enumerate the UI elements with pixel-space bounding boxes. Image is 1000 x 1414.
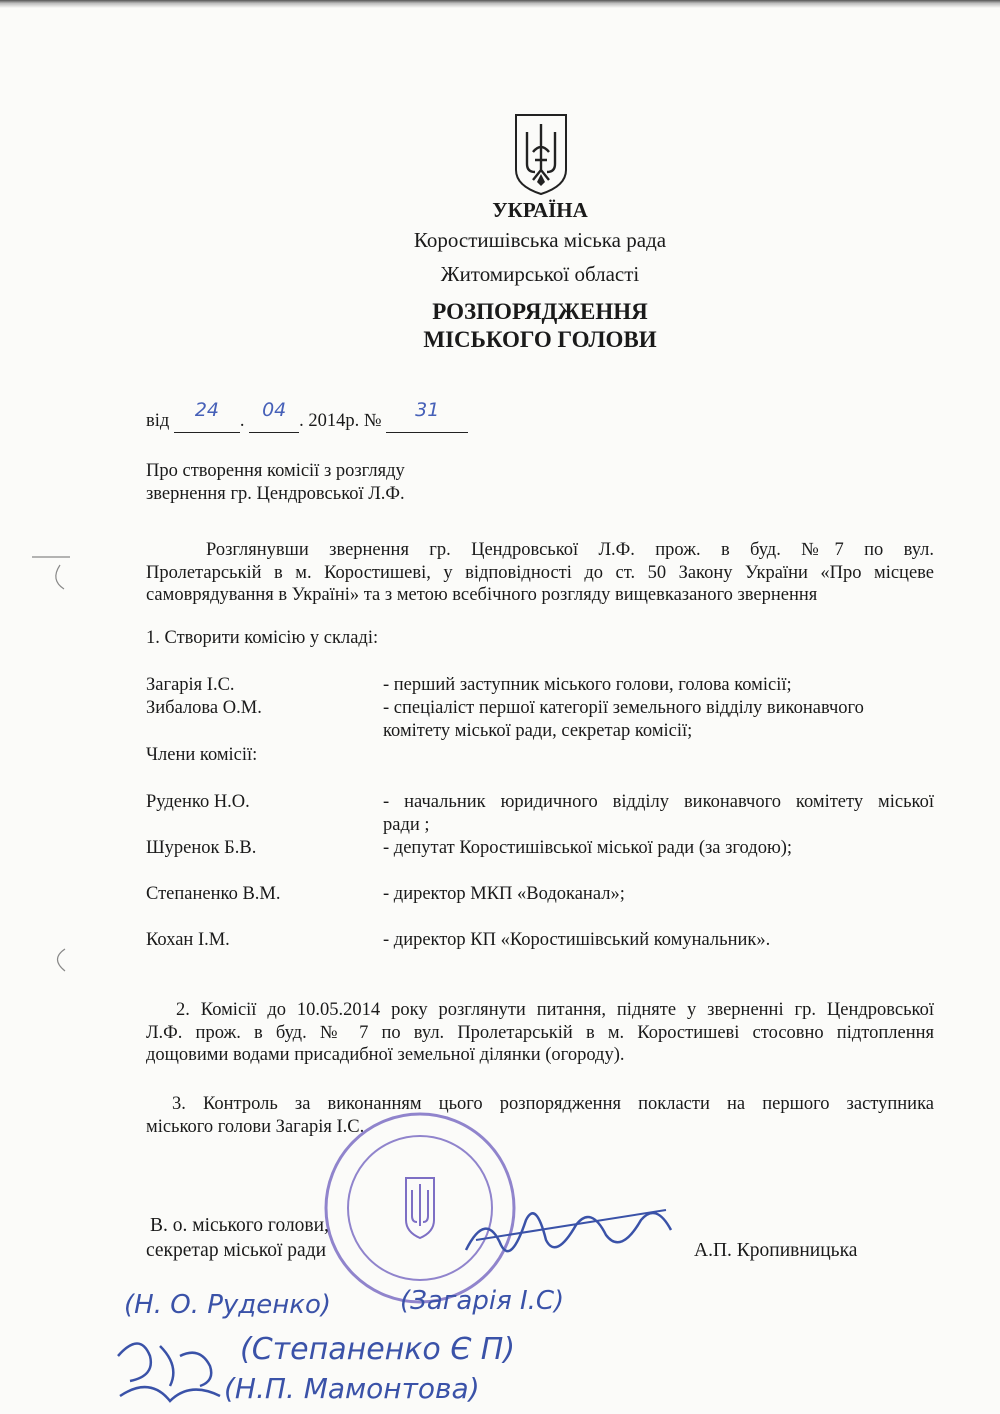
date-month-handwritten: 04 xyxy=(262,399,287,421)
point3-line2: міського голови Загарія І.С. xyxy=(146,1117,365,1137)
member-role: - депутат Коростишівської міської ради (за згодою); xyxy=(383,838,793,858)
point2-line3: дощовими водами присадибної земельної ділянки (огороду). xyxy=(146,1045,625,1065)
country-title: УКРАЇНА xyxy=(492,198,588,222)
preamble-line2: Пролетарській в м. Коростишеві, у відповідності до ст. 50 Закону України «Про місцеве xyxy=(146,563,934,583)
signatory-name: А.П. Кропивницька xyxy=(694,1240,858,1261)
subject-line2: звернення гр. Цендровської Л.Ф. xyxy=(146,484,405,504)
date-month-field xyxy=(249,399,299,433)
doc-type-line2: МІСЬКОГО ГОЛОВИ xyxy=(423,327,657,352)
scan-punch-hole xyxy=(30,555,75,595)
doc-type-line1: РОЗПОРЯДЖЕННЯ xyxy=(432,299,648,324)
members-heading: Члени комісії: xyxy=(146,745,258,765)
member-name: Загарія І.С. xyxy=(146,675,235,695)
point2-line2: Л.Ф. прож. в буд. № 7 по вул. Пролетарській в м. Коростишеві стосовно підтоплення xyxy=(146,1023,934,1043)
member-name: Руденко Н.О. xyxy=(146,792,250,812)
date-line: від 24 . 04 . 2014р. № 31 xyxy=(146,411,468,433)
signature-position-line1: В. о. міського голови, xyxy=(150,1215,329,1236)
doc-number-field xyxy=(386,399,468,433)
date-year-text: . 2014р. № xyxy=(299,411,382,431)
handwritten-note-3: (Степаненко Є П) xyxy=(240,1332,516,1367)
handwritten-note-1: (Н. О. Руденко) xyxy=(124,1290,332,1320)
trident-coat-of-arms-icon xyxy=(513,112,569,196)
preamble xyxy=(146,539,934,561)
date-prefix: від xyxy=(146,411,170,431)
member-name: Кохан І.М. xyxy=(146,930,230,950)
member-role-cont: ради ; xyxy=(383,815,430,835)
member-name: Степаненко В.М. xyxy=(146,884,281,904)
signature-position-line2: секретар міської ради xyxy=(146,1240,327,1261)
preamble-line1: Розглянувши звернення гр. Цендровської Л.Ф. прож. в буд. №7 по вул. xyxy=(206,540,934,560)
member-role: - начальник юридичного відділу виконавчого комітету міської xyxy=(383,792,934,812)
point2-cont xyxy=(146,1022,934,1066)
member-role: - директор КП «Коростишівський комунальник». xyxy=(383,930,771,950)
member-role: - перший заступник міського голови, голова комісії; xyxy=(383,675,792,695)
subject-line1: Про створення комісії з розгляду xyxy=(146,461,405,481)
doc-number-handwritten: 31 xyxy=(415,399,440,421)
scan-edge xyxy=(0,0,1000,8)
date-day-handwritten: 24 xyxy=(194,399,220,421)
scan-punch-hole xyxy=(45,945,75,975)
member-name: Шуренок Б.В. xyxy=(146,838,257,858)
point3 xyxy=(146,1093,934,1115)
member-role: - спеціаліст першої категорії земельного відділу виконавчого xyxy=(383,698,864,718)
handwritten-signature xyxy=(456,1190,686,1270)
point3-line1: 3. Контроль за виконанням цього розпорядження покласти на першого заступника xyxy=(172,1094,934,1114)
date-day-field xyxy=(174,399,240,433)
preamble-cont xyxy=(146,562,934,606)
handwritten-initials xyxy=(110,1326,240,1410)
council-name: Коростишівська міська рада xyxy=(413,228,667,252)
point3-cont xyxy=(146,1116,934,1138)
handwritten-note-4: (Н.П. Мамонтова) xyxy=(224,1372,480,1405)
point2 xyxy=(146,999,934,1021)
point2-line1: 2. Комісії до 10.05.2014 року розглянути питання, підняте у зверненні гр. Цендровської xyxy=(176,1000,934,1020)
point1-text: 1. Створити комісію у складі: xyxy=(146,628,379,648)
member-role: - директор МКП «Водоканал»; xyxy=(383,884,625,904)
region-name: Житомирської області xyxy=(440,262,640,286)
handwritten-note-2: (Загарія І.С) xyxy=(400,1286,565,1316)
member-name: Зибалова О.М. xyxy=(146,698,262,718)
preamble-line3: самоврядування в Україні» та з метою всебічного розгляду вищевказаного звернення xyxy=(146,585,818,605)
member-role-cont: комітету міської ради, секретар комісії; xyxy=(383,721,693,741)
